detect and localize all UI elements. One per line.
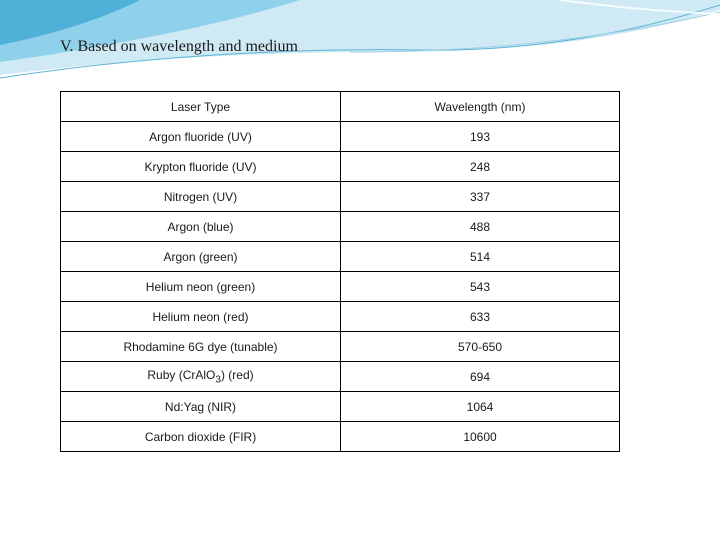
ruby-name: Ruby (CrAlO xyxy=(147,367,216,382)
cell-laser-type: Nd:Yag (NIR) xyxy=(61,392,341,422)
cell-laser-type: Rhodamine 6G dye (tunable) xyxy=(61,332,341,362)
cell-wavelength: 570-650 xyxy=(341,332,620,362)
table-row xyxy=(61,242,620,272)
cell-laser-type: Helium neon (red) xyxy=(61,302,341,332)
ruby-subscript: 3 xyxy=(215,374,221,386)
table-row xyxy=(61,182,620,212)
header-wavelength: Wavelength (nm) xyxy=(341,92,620,122)
table-row xyxy=(61,212,620,242)
table-row xyxy=(61,272,620,302)
cell-wavelength: 1064 xyxy=(341,392,620,422)
cell-laser-type xyxy=(61,362,341,392)
cell-wavelength: 514 xyxy=(341,242,620,272)
cell-wavelength: 543 xyxy=(341,272,620,302)
cell-laser-type: Argon fluoride (UV) xyxy=(61,122,341,152)
table-row xyxy=(61,332,620,362)
cell-laser-type: Argon (green) xyxy=(61,242,341,272)
table-row xyxy=(61,122,620,152)
table-row xyxy=(61,392,620,422)
ruby-suffix: ) (red) xyxy=(220,367,254,382)
cell-laser-type: Nitrogen (UV) xyxy=(61,182,341,212)
cell-wavelength: 633 xyxy=(341,302,620,332)
cell-wavelength: 193 xyxy=(341,122,620,152)
cell-laser-type: Argon (blue) xyxy=(61,212,341,242)
slide-title: V. Based on wavelength and medium xyxy=(60,38,298,55)
table-row xyxy=(61,302,620,332)
table-row xyxy=(61,362,620,392)
table-header-row xyxy=(61,92,620,122)
cell-wavelength: 10600 xyxy=(341,422,620,452)
laser-wavelength-table xyxy=(60,91,620,452)
table-row xyxy=(61,422,620,452)
header-laser-type: Laser Type xyxy=(61,92,341,122)
cell-laser-type: Krypton fluoride (UV) xyxy=(61,152,341,182)
table-row xyxy=(61,152,620,182)
cell-wavelength: 488 xyxy=(341,212,620,242)
cell-laser-type: Helium neon (green) xyxy=(61,272,341,302)
cell-laser-type: Carbon dioxide (FIR) xyxy=(61,422,341,452)
cell-wavelength: 337 xyxy=(341,182,620,212)
cell-wavelength: 248 xyxy=(341,152,620,182)
cell-wavelength: 694 xyxy=(341,362,620,392)
